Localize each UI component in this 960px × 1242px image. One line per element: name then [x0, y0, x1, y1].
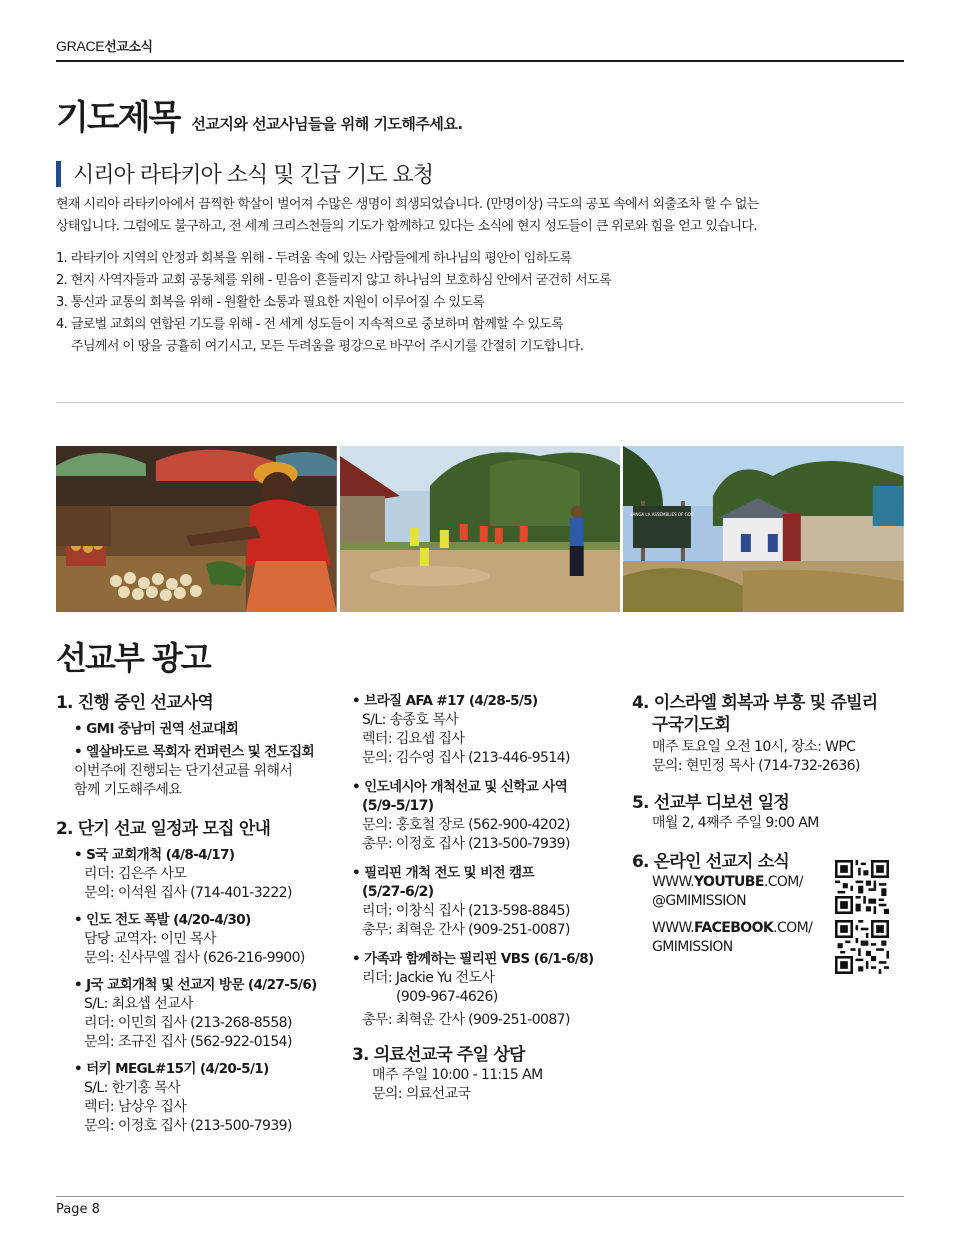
page-header [56, 30, 904, 62]
syria-section-heading [56, 158, 433, 189]
facebook-qr-code[interactable] [835, 920, 889, 974]
brand [56, 36, 153, 55]
ads-column-3 [632, 692, 904, 957]
prayer-point: 4. 글로벌 교회의 연합된 기도를 위해 - 전 세계 성도들이 지속적으로 중보하며 함께할 수 있도록 [56, 317, 564, 332]
link-brand: YOUTUBE [693, 874, 764, 890]
ads-line: 문의: 신사무엘 집사 (626-216-9900) [84, 950, 305, 966]
ads-line: 문의: 현민정 목사 (714-732-2636) [652, 758, 860, 774]
ads-section-israel-title: 4. 이스라엘 회복과 부흥 및 쥬빌리 [632, 693, 878, 713]
brand-latin: GRACE [56, 38, 105, 54]
trip-title: • J국 교회개척 및 선교지 방문 (4/27-5/6) [74, 976, 336, 995]
ads-line: S/L: 최요셉 선교사 [84, 996, 193, 1012]
ads-line: 문의: 김수영 집사 (213-446-9514) [362, 750, 570, 766]
trip-title: • S국 교회개척 (4/8-4/17) [74, 846, 336, 865]
brand-korean: 선교소식 [104, 40, 153, 55]
ads-line: 담당 교역자: 이민 목사 [84, 931, 216, 947]
ads-line: 총무: 최혁운 간사 (909-251-0087) [362, 1012, 570, 1028]
ads-line: 함께 기도해주세요 [74, 782, 182, 798]
ads-line: 문의: 이정호 집사 (213-500-7939) [84, 1118, 292, 1134]
trip-title: • 터키 MEGL#15기 (4/20-5/1) [74, 1060, 336, 1079]
syria-intro [56, 194, 856, 238]
soccer-photo [340, 446, 621, 612]
youtube-handle[interactable]: @GMIMISSION [652, 893, 747, 909]
link-suffix: .COM/ [763, 874, 803, 890]
footer-divider [56, 1196, 904, 1197]
ads-section-devotion-title: 5. 선교부 디보션 일정 [632, 793, 790, 813]
page-number: Page 8 [56, 1202, 100, 1217]
ads-section-online-title: 6. 온라인 선교지 소식 [632, 852, 790, 872]
prayer-point: 1. 라타키아 지역의 안정과 회복을 위해 - 두려움 속에 있는 사람들에게 하나님의 평안이 임하도록 [56, 251, 572, 266]
ads-line: 문의: 홍호철 장로 (562-900-4202) [362, 817, 570, 833]
intro-line: 현재 시리아 라타키아에서 끔찍한 학살이 벌어져 수많은 생명이 희생되었습니다. (만명이상) 극도의 공포 속에서 외출조차 할 수 없는 [56, 197, 759, 212]
trip-title: • 인도 전도 폭발 (4/20-4/30) [74, 911, 336, 930]
trip-title: • 가족과 함께하는 필리핀 VBS (6/1-6/8) [352, 950, 622, 969]
link-prefix: WWW. [652, 874, 694, 890]
ads-line: 매주 토요일 오전 10시, 장소: WPC [652, 739, 856, 755]
ads-section-shortterm-title: 2. 단기 선교 일정과 모집 안내 [56, 819, 271, 839]
ads-line: 리더: Jackie Yu 전도사 [362, 970, 495, 986]
ads-line: 문의: 의료선교국 [372, 1086, 471, 1102]
ads-line: 리더: 김은주 사모 [84, 866, 187, 882]
ads-line: 렉터: 남상우 집사 [84, 1099, 187, 1115]
ads-column-2 [352, 692, 622, 1104]
ads-line: 렉터: 김요셉 집사 [362, 731, 465, 747]
ads-section-israel-title-cont: 구국기도회 [652, 715, 731, 735]
trip-dates: (5/9-5/17) [362, 798, 434, 814]
ads-bullet: • 엘살바도르 목회자 컨퍼런스 및 전도집회 [74, 743, 336, 762]
prayer-point: 3. 통신과 교통의 회복을 위해 - 원활한 소통과 필요한 지원이 이루어질 수 있도록 [56, 295, 485, 310]
church-photo [623, 446, 904, 612]
trip-dates: (5/27-6/2) [362, 884, 434, 900]
prayer-closing: 주님께서 이 땅을 긍휼히 여기시고, 모든 두려움을 평강으로 바꾸어 주시기를 간절히 기도합니다. [71, 339, 584, 354]
ads-line: 총무: 최혁운 간사 (909-251-0087) [362, 922, 570, 938]
ads-line: S/L: 한기홍 목사 [84, 1080, 181, 1096]
ads-line: (909-967-4626) [396, 989, 498, 1005]
market-photo [56, 446, 337, 612]
ads-line: 매월 2, 4째주 주일 9:00 AM [652, 815, 819, 831]
ads-line: 문의: 조규진 집사 (562-922-0154) [84, 1034, 292, 1050]
ads-line: 문의: 이석원 집사 (714-401-3222) [84, 885, 292, 901]
ads-line: 매주 주일 10:00 - 11:15 AM [372, 1067, 543, 1083]
ads-section-medical-title: 3. 의료선교국 주일 상담 [352, 1045, 525, 1065]
link-prefix: WWW. [652, 920, 694, 936]
trip-title: • 필리핀 개척 전도 및 비전 캠프 [352, 864, 622, 883]
church-sign: SANGA LA ASSEMBLIES OF GOD [630, 511, 695, 518]
prayer-points [56, 248, 856, 358]
ads-line: S/L: 송종호 목사 [362, 712, 459, 728]
syria-section-title: 시리아 라타키아 소식 및 긴급 기도 요청 [73, 163, 433, 188]
trip-title: • 브라질 AFA #17 (4/28-5/5) [352, 692, 622, 711]
intro-line: 상태입니다. 그럼에도 불구하고, 전 세계 크리스천들의 기도가 함께하고 있다는 소식에 현지 성도들이 큰 위로와 힘을 얻고 있습니다. [56, 219, 757, 234]
ads-title: 선교부 광고 [56, 639, 210, 677]
facebook-handle[interactable]: GMIMISSION [652, 939, 733, 955]
ads-line: 이번주에 진행되는 단기선교를 위해서 [74, 763, 293, 779]
ads-line: 총무: 이정호 집사 (213-500-7939) [362, 836, 570, 852]
ads-bullet: • GMI 중남미 권역 선교대회 [74, 720, 336, 739]
ads-section-ongoing-title: 1. 진행 중인 선교사역 [56, 693, 214, 713]
link-suffix: .COM/ [773, 920, 813, 936]
prayer-subtitle: 선교지와 선교사님들을 위해 기도해주세요. [191, 115, 463, 133]
prayer-title: 기도제목 [56, 98, 180, 138]
prayer-point: 2. 현지 사역자들과 교회 공동체를 위해 - 믿음이 흔들리지 않고 하나님의 보호하심 안에서 굳건히 서도록 [56, 273, 612, 288]
section-divider [56, 402, 904, 403]
ads-line: 리더: 이창식 집사 (213-598-8845) [362, 903, 570, 919]
ads-line: 리더: 이민희 집사 (213-268-8558) [84, 1015, 292, 1031]
youtube-qr-code[interactable] [835, 860, 889, 914]
section-accent-bar [56, 161, 61, 187]
ads-column-1 [56, 692, 336, 1136]
photo-strip [56, 446, 904, 612]
link-brand: FACEBOOK [693, 920, 774, 936]
prayer-title-row [56, 98, 463, 138]
trip-title: • 인도네시아 개척선교 및 신학교 사역 [352, 778, 622, 797]
